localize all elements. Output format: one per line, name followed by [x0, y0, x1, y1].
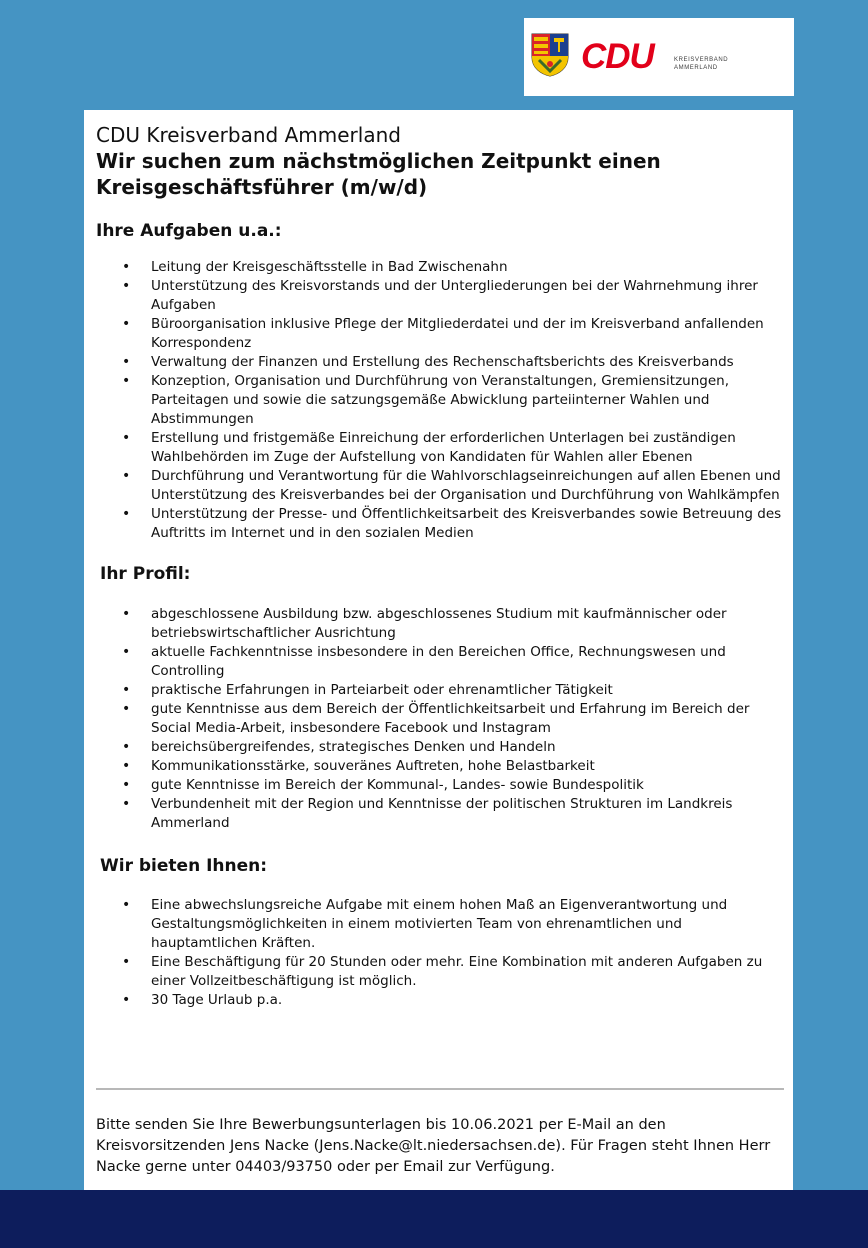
- profile-list: [96, 605, 788, 833]
- headline-line2: Kreisgeschäftsführer (m/w/d): [96, 175, 428, 199]
- list-item: • gute Kenntnisse aus dem Bereich der Öffentlichkeitsarbeit und Erfahrung im Bereich der Social Media-Arbeit, insbesondere Facebook und Instagram: [96, 700, 788, 738]
- footer-band: [0, 1190, 868, 1248]
- logo-subtitle-line1: KREISVERBAND: [674, 57, 729, 63]
- logo-box: [524, 18, 794, 96]
- list-item: • Erstellung und fristgemäße Einreichung der erforderlichen Unterlagen bei zuständigen Wahlbehörden im Zuge der Aufstellung von Kandidaten für Wahlen aller Ebenen: [96, 429, 788, 467]
- profile-heading: Ihr Profil:: [100, 564, 191, 584]
- list-item: • Verbundenheit mit der Region und Kenntnisse der politischen Strukturen im Landkreis Ammerland: [96, 795, 788, 833]
- ammerland-crest-icon: [531, 33, 569, 77]
- list-item: • Kommunikationsstärke, souveränes Auftreten, hohe Belastbarkeit: [96, 757, 788, 776]
- divider: [96, 1088, 784, 1090]
- list-item: • gute Kenntnisse im Bereich der Kommunal-, Landes- sowie Bundespolitik: [96, 776, 788, 795]
- headline-line1: Wir suchen zum nächstmöglichen Zeitpunkt einen: [96, 149, 661, 173]
- list-item: • 30 Tage Urlaub p.a.: [96, 991, 788, 1010]
- list-item: • Verwaltung der Finanzen und Erstellung des Rechenschaftsberichts des Kreisverbands: [96, 353, 788, 372]
- list-item: • bereichsübergreifendes, strategisches Denken und Handeln: [96, 738, 788, 757]
- closing-text: Bitte senden Sie Ihre Bewerbungsunterlagen bis 10.06.2021 per E-Mail an den Kreisvorsitzenden Jens Nacke (Jens.Nacke@lt.niedersachsen.de). Für Fragen steht Ihnen Herr Nacke gerne unter 04403/93750 oder per Email zur Verfügung.: [96, 1117, 771, 1175]
- offer-list: [96, 896, 788, 1010]
- logo-subtitle: [674, 56, 728, 72]
- cdu-logo-text: CDU: [581, 37, 654, 76]
- organization-name: CDU Kreisverband Ammerland: [96, 123, 401, 147]
- offer-heading: Wir bieten Ihnen:: [100, 856, 268, 876]
- list-item: • aktuelle Fachkenntnisse insbesondere in den Bereichen Office, Rechnungswesen und Controlling: [96, 643, 788, 681]
- list-item: • Eine abwechslungsreiche Aufgabe mit einem hohen Maß an Eigenverantwortung und Gestaltungsmöglichkeiten in einem motivierten Team von ehrenamtlichen und hauptamtlichen Kräften.: [96, 896, 788, 953]
- posting-content: [96, 122, 788, 1010]
- list-item: • Unterstützung der Presse- und Öffentlichkeitsarbeit des Kreisverbandes sowie Betreuung des Auftritts im Internet und in den sozialen Medien: [96, 505, 788, 543]
- list-item: • Unterstützung des Kreisvorstands und der Untergliederungen bei der Wahrnehmung ihrer Aufgaben: [96, 277, 788, 315]
- list-item: • Eine Beschäftigung für 20 Stunden oder mehr. Eine Kombination mit anderen Aufgaben zu einer Vollzeitbeschäftigung ist möglich.: [96, 953, 788, 991]
- logo-subtitle-line2: AMMERLAND: [674, 65, 718, 71]
- list-item: • Leitung der Kreisgeschäftsstelle in Bad Zwischenahn: [96, 258, 788, 277]
- list-item: • abgeschlossene Ausbildung bzw. abgeschlossenes Studium mit kaufmännischer oder betriebswirtschaftlicher Ausrichtung: [96, 605, 788, 643]
- list-item: • Konzeption, Organisation und Durchführung von Veranstaltungen, Gremiensitzungen, Parteitagen und sowie die satzungsgemäße Abwicklung parteiinterner Wahlen und Abstimmungen: [96, 372, 788, 429]
- tasks-heading: Ihre Aufgaben u.a.:: [96, 221, 282, 241]
- job-posting-card: [84, 110, 793, 1190]
- tasks-list: [96, 258, 788, 543]
- list-item: • Büroorganisation inklusive Pflege der Mitgliederdatei und der im Kreisverband anfallenden Korrespondenz: [96, 315, 788, 353]
- list-item: • Durchführung und Verantwortung für die Wahlvorschlagseinreichungen auf allen Ebenen und Unterstützung des Kreisverbandes bei der Organisation und Durchführung von Wahlkämpfen: [96, 467, 788, 505]
- list-item: • praktische Erfahrungen in Parteiarbeit oder ehrenamtlicher Tätigkeit: [96, 681, 788, 700]
